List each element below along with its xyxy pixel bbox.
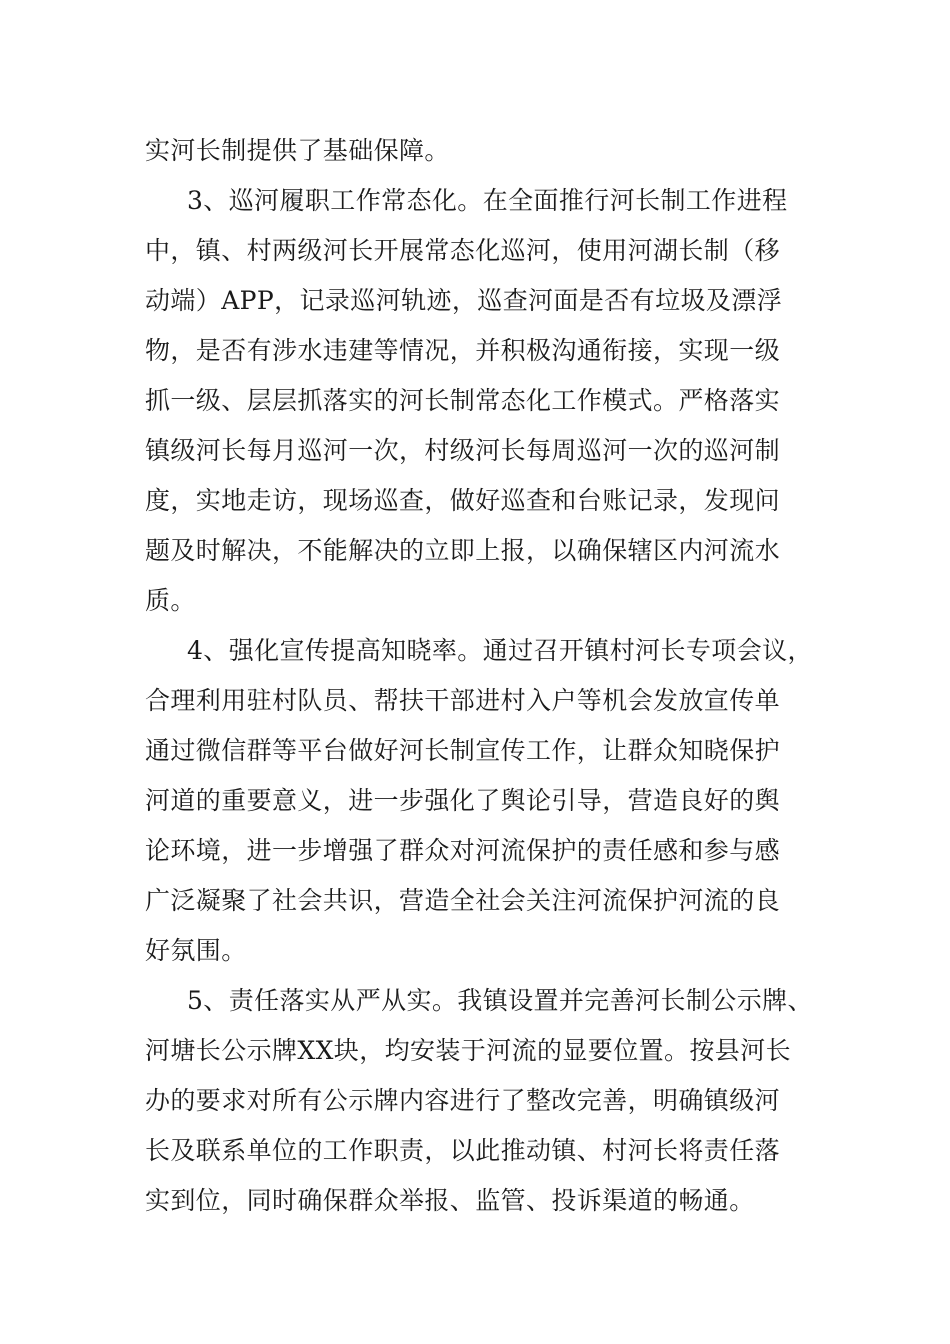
text-line: 动端）APP，记录巡河轨迹，巡查河面是否有垃圾及漂浮 <box>145 286 783 315</box>
text-line: 实到位，同时确保群众举报、监管、投诉渠道的畅通。 <box>145 1186 755 1215</box>
text-line: 实河长制提供了基础保障。 <box>145 136 450 165</box>
text-line: 度，实地走访，现场巡查，做好巡查和台账记录，发现问 <box>145 486 781 515</box>
text-line: 中，镇、村两级河长开展常态化巡河，使用河湖长制（移 <box>145 236 781 265</box>
text-line: 通过微信群等平台做好河长制宣传工作，让群众知晓保护 <box>145 736 781 765</box>
text-line: 合理利用驻村队员、帮扶干部进村入户等机会发放宣传单 <box>145 686 781 715</box>
paragraph-4-heading-line: 4、强化宣传提高知晓率。通过召开镇村河长专项会议， <box>187 636 813 665</box>
text-line: 好氛围。 <box>145 936 247 965</box>
text-line: 质。 <box>145 586 196 615</box>
text-line: 办的要求对所有公示牌内容进行了整改完善，明确镇级河 <box>145 1086 781 1115</box>
text-line: 长及联系单位的工作职责，以此推动镇、村河长将责任落 <box>145 1136 781 1165</box>
text-line: 论环境，进一步增强了群众对河流保护的责任感和参与感 <box>145 836 781 865</box>
text-line: 广泛凝聚了社会共识，营造全社会关注河流保护河流的良 <box>145 886 781 915</box>
text-line: 物，是否有涉水违建等情况，并积极沟通衔接，实现一级 <box>145 336 781 365</box>
text-line: 题及时解决，不能解决的立即上报，以确保辖区内河流水 <box>145 536 781 565</box>
text-line: 河塘长公示牌XX块，均安装于河流的显要位置。按县河长 <box>145 1036 791 1065</box>
paragraph-5-heading-line: 5、责任落实从严从实。我镇设置并完善河长制公示牌、 <box>187 986 813 1015</box>
text-line: 镇级河长每月巡河一次，村级河长每周巡河一次的巡河制 <box>145 436 781 465</box>
paragraph-3-heading-line: 3、巡河履职工作常态化。在全面推行河长制工作进程 <box>187 186 788 215</box>
text-line: 河道的重要意义，进一步强化了舆论引导，营造良好的舆 <box>145 786 781 815</box>
text-line: 抓一级、层层抓落实的河长制常态化工作模式。严格落实 <box>145 386 781 415</box>
